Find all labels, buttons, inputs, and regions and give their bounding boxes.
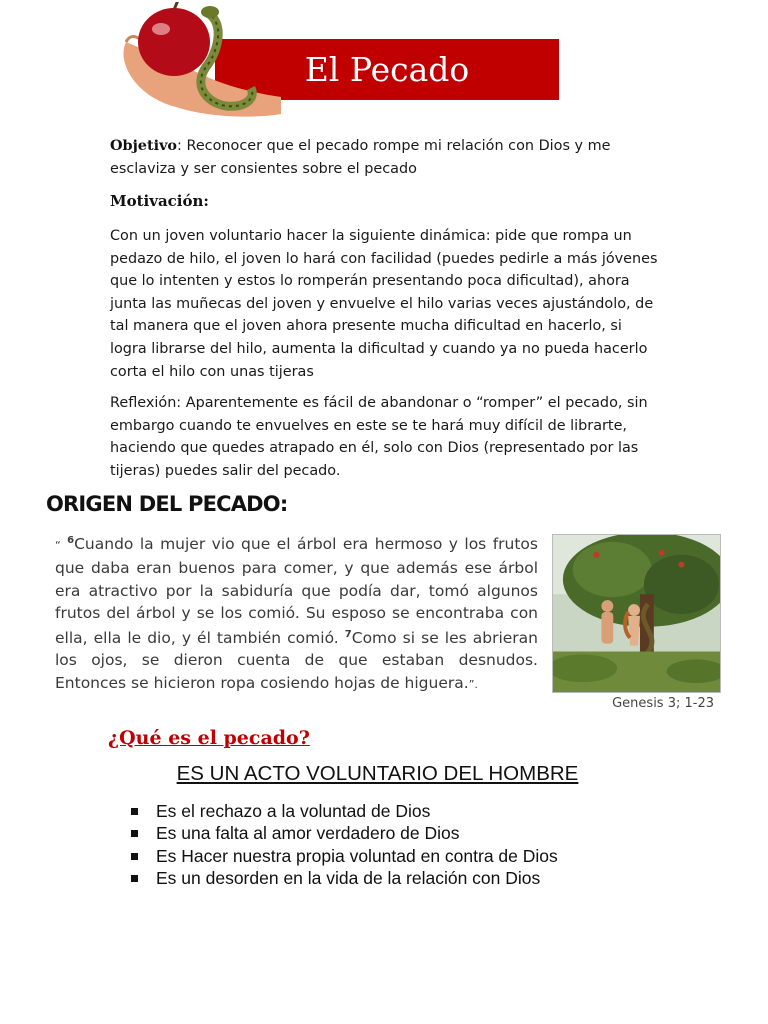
quote-part-2: Como si se les abrieran los ojos, se dieron cuenta de que estaban desnudos. Entonces se hicieron ropa cosiendo hojas de higuera. <box>55 629 538 692</box>
quote-close: ”. <box>468 677 478 691</box>
list-item-text: Es el rechazo a la voluntad de Dios <box>156 801 431 821</box>
verse-number-7: 7 <box>344 628 352 640</box>
page-title: El Pecado <box>304 50 470 89</box>
act-heading: ES UN ACTO VOLUNTARIO DEL HOMBRE <box>176 762 579 785</box>
origin-heading: ORIGEN DEL PECADO: <box>46 492 288 516</box>
list-item-text: Es una falta al amor verdadero de Dios <box>156 823 460 844</box>
motivation-heading: Motivación: <box>110 192 209 210</box>
sin-definition-list <box>128 800 558 889</box>
list-item <box>128 867 558 889</box>
bullet-icon <box>131 808 138 815</box>
objective-label: Objetivo <box>110 137 178 154</box>
list-item-text: Es Hacer nuestra propia voluntad en contra de Dios <box>156 845 558 866</box>
bullet-icon <box>131 875 138 882</box>
image-caption: Genesis 3; 1-23 <box>612 696 714 711</box>
list-item <box>128 800 558 822</box>
verse-number-6: 6 <box>67 535 75 546</box>
quote-part-1: Cuando la mujer vio que el árbol era hermoso y los frutos que daba eran buenos para comer, y que además ese árbol era atractivo por la sabiduría que podía dar, tomó algunos frutos del árbol y se los comió. Su esposo se encontraba con ella, ella le dio, y él también comió. <box>55 535 538 648</box>
question-heading: ¿Qué es el pecado? <box>108 727 310 749</box>
reflection-paragraph: Reflexión: Aparentemente es fácil de abandonar o “romper” el pecado, sin embargo cuando te envuelves en este se te hará muy difícil de librarte, haciendo que quedes atrapado en él, solo con Dios (representado por las tijeras) puedes salir del pecado. <box>110 395 648 479</box>
quote-open: “ <box>55 539 61 553</box>
objective-paragraph <box>110 135 662 180</box>
adam-eve-tree-painting-icon <box>552 534 721 693</box>
genesis-quote <box>55 530 538 696</box>
list-item <box>128 845 558 867</box>
list-item-text: Es un desorden en la vida de la relación con Dios <box>156 867 541 888</box>
motivation-paragraph: Con un joven voluntario hacer la siguiente dinámica: pide que rompa un pedazo de hilo, el joven lo hará con facilidad (puedes pedirle a más jóvenes que lo intenten y estos lo romperán presentando poca dificultad), ahora junta las muñecas del joven y envuelve el hilo varias veces ajustándolo, de tal manera que el joven ahora presente mucha dificultad en hacerlo, si logra librarse del hilo, aumenta la dificultad y cuando ya no pueda hacerlo corta el hilo con unas tijeras <box>110 228 658 380</box>
list-item <box>128 822 558 844</box>
bullet-icon <box>131 853 138 860</box>
objective-text: : Reconocer que el pecado rompe mi relación con Dios y me esclaviza y ser consientes sobre el pecado <box>110 138 611 177</box>
bullet-icon <box>131 830 138 837</box>
